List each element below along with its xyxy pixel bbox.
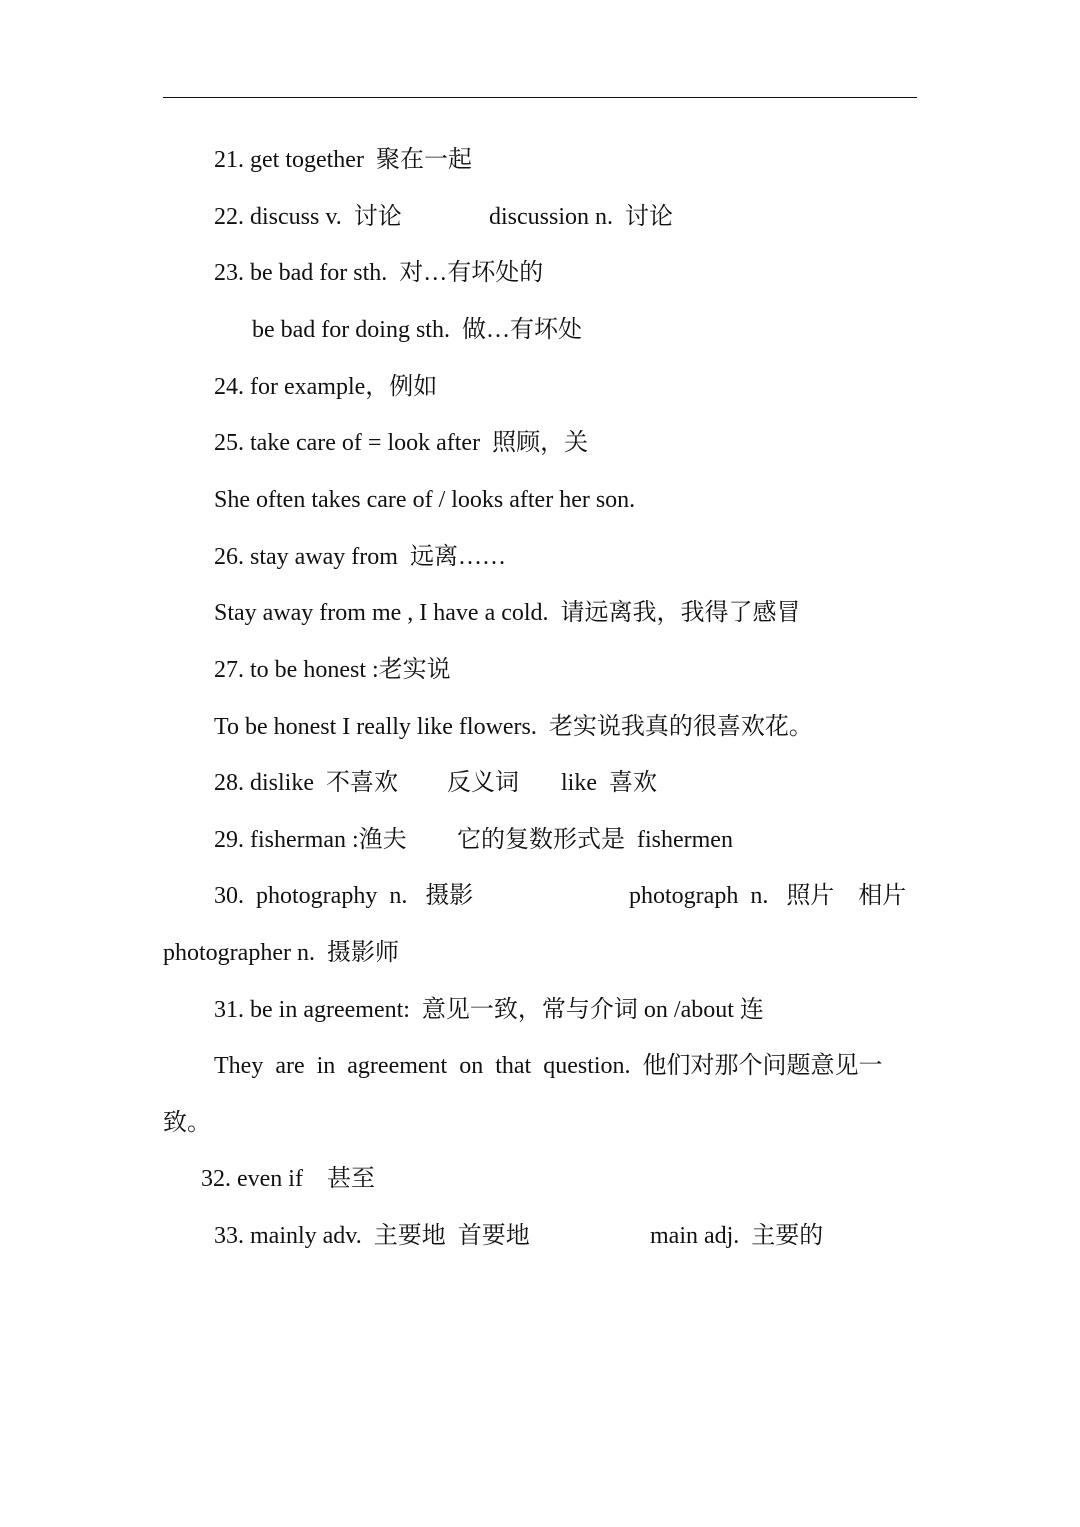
entry-29-word: 29. fisherman :渔夫: [214, 827, 407, 853]
entry-30-photograph: photograph n. 照片 相片: [629, 883, 907, 909]
entry-31: 31. be in agreement: 意见一致，常与介词 on /about 连: [214, 997, 764, 1023]
entry-28-antonym: like 喜欢: [561, 770, 657, 796]
entry-33-adverb: 33. mainly adv. 主要地 首要地: [214, 1223, 530, 1249]
entry-33-adjective: main adj. 主要的: [650, 1223, 824, 1249]
entry-26-example: Stay away from me , I have a cold. 请远离我，我得了感冒: [214, 600, 801, 626]
entry-27-example: To be honest I really like flowers. 老实说我真的很喜欢花。: [214, 714, 813, 740]
entry-24: 24. for example，例如: [214, 374, 438, 400]
entry-32: 32. even if 甚至: [201, 1166, 375, 1192]
entry-23: 23. be bad for sth. 对…有坏处的: [214, 260, 544, 286]
entry-28-word: 28. dislike 不喜欢: [214, 770, 398, 796]
entry-25-example: She often takes care of / looks after her son.: [214, 487, 636, 513]
entry-30-photographer: photographer n. 摄影师: [163, 940, 399, 966]
entry-21: 21. get together 聚在一起: [214, 147, 472, 173]
entry-22-verb: 22. discuss v. 讨论: [214, 204, 402, 230]
entry-27: 27. to be honest :老实说: [214, 657, 451, 683]
entry-30-photography: 30. photography n. 摄影: [214, 883, 474, 909]
entry-25: 25. take care of = look after 照顾，关: [214, 430, 589, 456]
entry-31-example: They are in agreement on that question. 他们对那个问题意见一: [214, 1053, 883, 1079]
entry-31-example-cont: 致。: [163, 1110, 211, 1136]
entry-26: 26. stay away from 远离……: [214, 544, 506, 570]
entry-28-antonym-label: 反义词: [447, 770, 519, 796]
header-rule: [163, 97, 917, 98]
entry-29-plural: 它的复数形式是 fishermen: [457, 827, 733, 853]
entry-23-sub: be bad for doing sth. 做…有坏处: [252, 317, 582, 343]
entry-22-noun: discussion n. 讨论: [489, 204, 674, 230]
